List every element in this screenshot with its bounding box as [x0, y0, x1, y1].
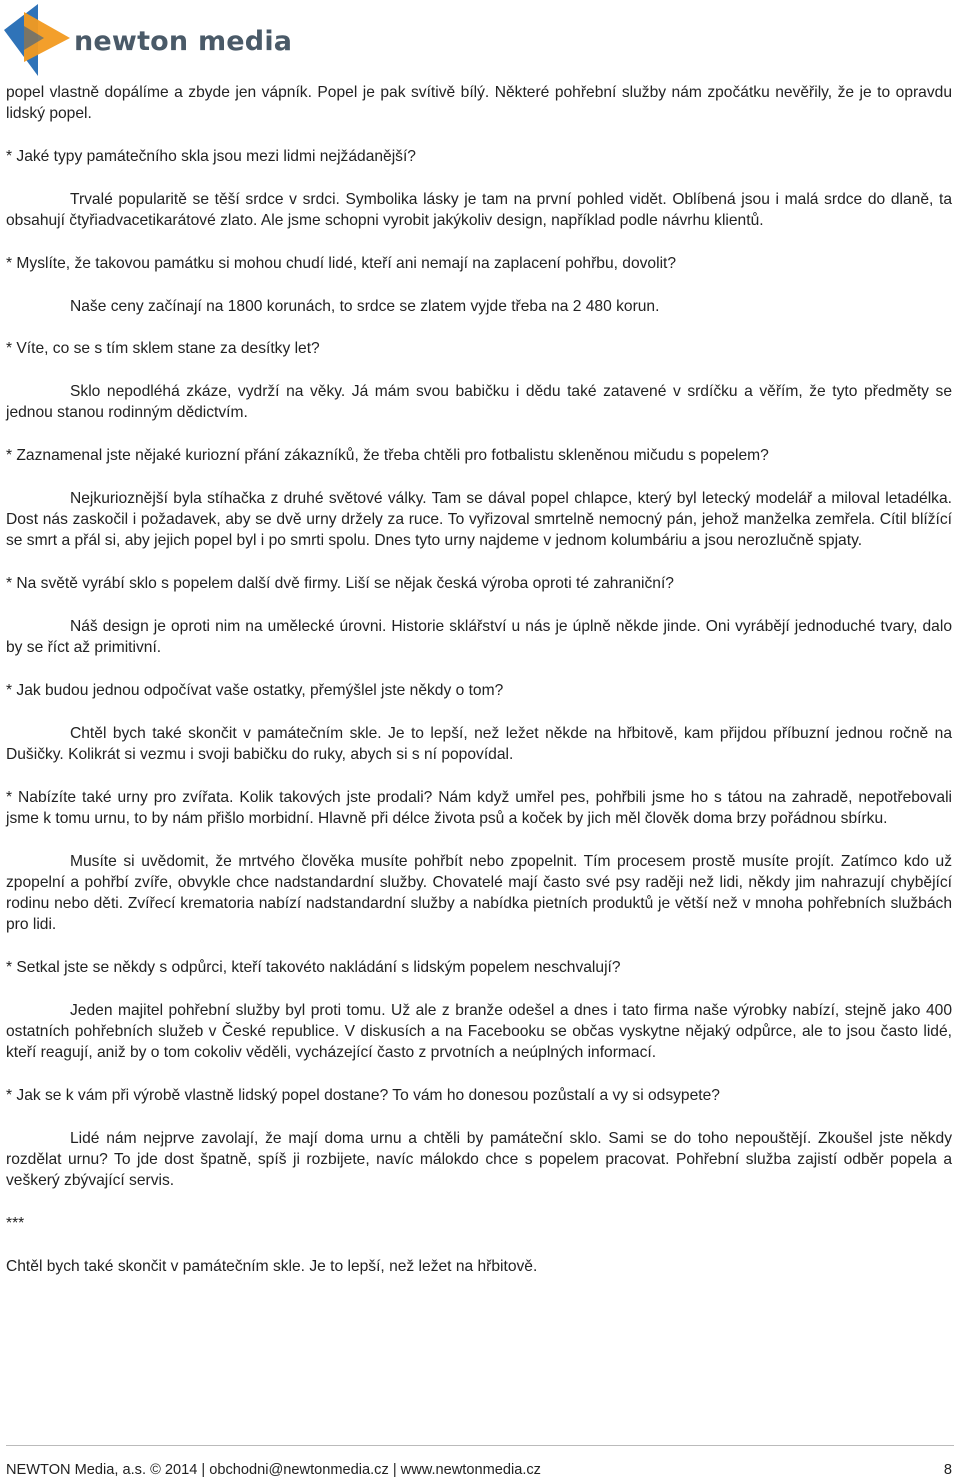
page-number: 8 [943, 1462, 952, 1478]
question: * Jaké typy památečního skla jsou mezi lidmi nejžádanější? [6, 148, 416, 165]
answer: Lidé nám nejprve zavolají, že mají doma urnu a chtěli by památeční sklo. Sami se do toho nepouštějí. Zkoušel jste někdy rozdělat urnu? To jde dost špatně, spíš ji rozbijete, navíc málokdo chce s popelem pracovat. Pohřební služba zajistí odběr popela a veškerý zbývající servis. [6, 1129, 952, 1190]
question: * Jak budou jednou odpočívat vaše ostatky, přemýšlel jste někdy o tom? [6, 681, 504, 699]
closing-quote: Chtěl bych také skončit v památečním skle. Je to lepší, než ležet na hřbitově. [6, 1257, 538, 1275]
answer: Naše ceny začínají na 1800 korunách, to srdce se zlatem vyjde třeba na 2 480 korun. [70, 297, 660, 315]
footer-contact: NEWTON Media, a.s. © 2014 | obchodni@newtonmedia.cz | www.newtonmedia.cz [6, 1462, 541, 1478]
answer: Chtěl bych také skončit v památečním skle. Je to lepší, než ležet někde na hřbitově, kam přijdou příbuzní jednou ročně na Dušičky. Kolikrát si vezmu i svoji babičku do ruky, abych si s ní popovídal. [6, 724, 952, 763]
answer: Sklo nepodléhá zkáze, vydrží na věky. Já mám svou babičku i dědu také zatavené v srdíčku a věřím, že tyto předměty se jednou stanou rodinným dědictvím. [6, 383, 952, 422]
answer: Musíte si uvědomit, že mrtvého člověka musíte pohřbít nebo zpopelnit. Tím procesem prostě musíte projít. Zatímco kdo už zpopelní a pohřbí zvíře, obvykle chce nadstandardní služby. Chovatelé mají často své psy raději než lidi, někdy jim nahrazují chybějící rodinu nebo děti. Zvířecí krematoria nabízí nadstandardní služby a nabídka pietních produktů je větší než v mnoha pohřebních službách pro lidi. [6, 852, 952, 934]
question: * Víte, co se s tím sklem stane za desítky let? [6, 340, 320, 358]
page-footer [6, 1462, 952, 1478]
footer-divider [6, 1445, 954, 1446]
question: * Setkal jste se někdy s odpůrci, kteří takovéto nakládání s lidským popelem neschvalují? [6, 959, 621, 977]
article-body [6, 82, 952, 1299]
answer: Jeden majitel pohřební služby byl proti tomu. Už ale z branže odešel a dnes i tato firma naše výrobky nabízí, stejně jako 400 ostatních pohřebních služeb v České republice. V diskusích a na Facebooku se občas vyskytne nějaký odpůrce, ale to jsou často lidé, kteří reagují, aniž by o tom cokoliv věděli, vycházející často z prvotních a neúplných informací. [6, 1001, 952, 1062]
question: * Zaznamenal jste nějaké kuriozní přání zákazníků, že třeba chtěli pro fotbalistu skleněnou mičudu s popelem? [6, 447, 769, 465]
paragraph: popel vlastně dopálíme a zbyde jen vápník. Popel je pak svítivě bílý. Některé pohřební služby nám zpočátku nevěřily, že je to opravdu lidský popel. [6, 84, 952, 123]
answer: Náš design je oproti nim na umělecké úrovni. Historie sklářství u nás je úplně někde jinde. Oni vyrábějí jednoduché tvary, dalo by se říct až primitivní. [6, 617, 952, 657]
newton-media-arrow-logo-icon [4, 4, 70, 76]
question: * Jak se k vám při výrobě vlastně lidský popel dostane? To vám ho donesou pozůstalí a vy si odsypete? [6, 1087, 720, 1105]
question: * Myslíte, že takovou památku si mohou chudí lidé, kteří ani nemají na zaplacení pohřbu, dovolit? [6, 254, 677, 272]
brand-logo [4, 4, 292, 76]
answer: Nejkurioznější byla stíhačka z druhé světové války. Tam se dával popel chlapce, který byl letecký modelář a miloval letadélka. Dost nás zaskočil i požadavek, aby se dvě urny držely za ruce. To vyřizoval smrtelně nemocný pán, jehož manželka zemřela. Cítil blížící se smrt a přál si, aby jejich popel byl i po smrti spolu. Dnes tyto urny najdeme v jednom kolumbáriu a jsou nerozlučně spjaty. [6, 489, 952, 550]
answer: Trvalé popularitě se těší srdce v srdci. Symbolika lásky je tam na první pohled vidět. Oblíbená jsou i malá srdce do dlaně, ta obsahují čtyřiadvacetikarátové zlato. Ale jsme schopni vyrobit jakýkoliv design, například podle návrhu klientů. [6, 190, 952, 229]
brand-name: newton media [74, 26, 293, 57]
question: * Na světě vyrábí sklo s popelem další dvě firmy. Liší se nějak česká výroba oproti té zahraniční? [6, 575, 674, 593]
question: * Nabízíte také urny pro zvířata. Kolik takových jste prodali? Nám když umřel pes, pohřbili jsme ho s tátou na zahradě, nepotřebovali jsme k tomu urnu, to by nám přišlo morbidní. Hlavně při délce života psů a koček by jich měl člověk doma brzy pořádnou sbírku. [6, 788, 952, 827]
section-separator: *** [6, 1215, 25, 1233]
